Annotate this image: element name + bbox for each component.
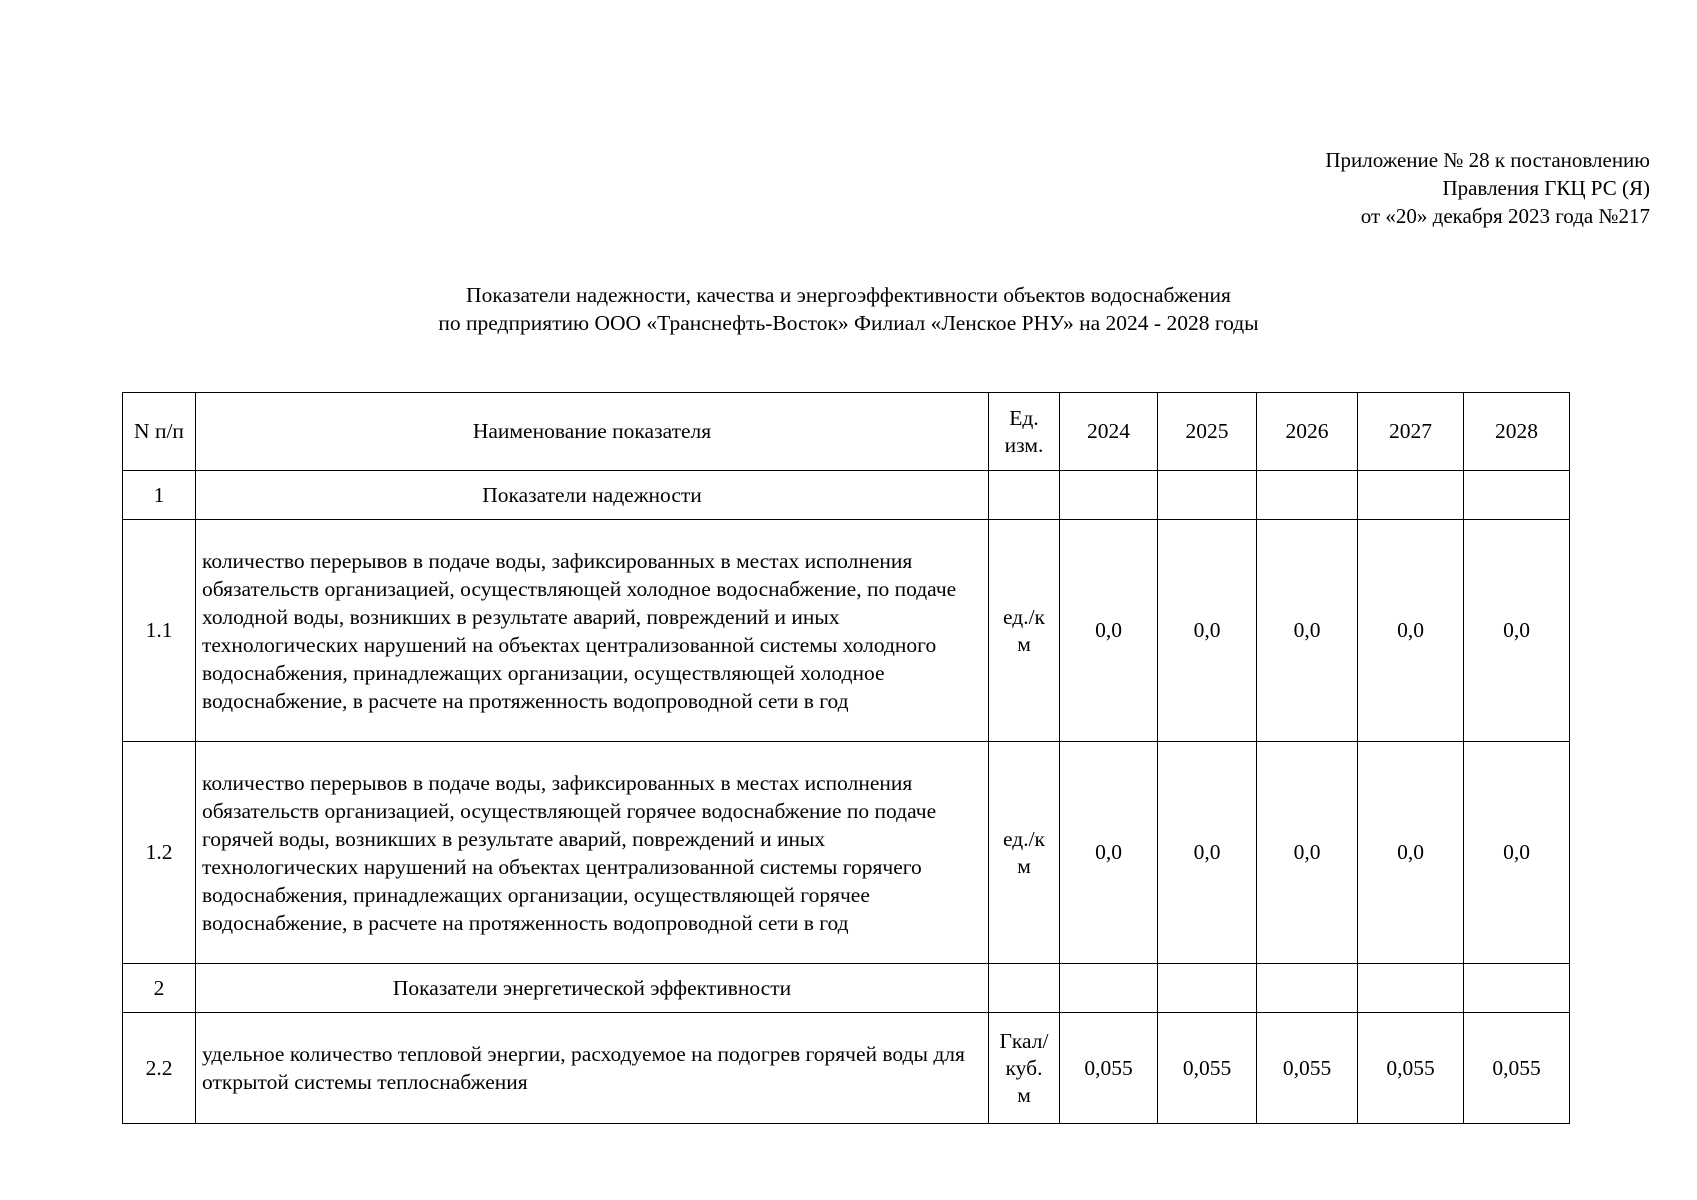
title-line: Показатели надежности, качества и энергоэффективности объектов водоснабжения xyxy=(466,283,1231,307)
header-unit-line: изм. xyxy=(1004,432,1044,457)
value-cell: 0,055 xyxy=(1158,1013,1257,1124)
unit-line: Гкал/ xyxy=(999,1028,1049,1053)
header-num: N п/п xyxy=(123,393,196,471)
unit-line: ед./к xyxy=(1003,826,1045,851)
value-cell xyxy=(1158,471,1257,520)
value-cell: 0,0 xyxy=(1358,742,1464,964)
value-cell: 0,0 xyxy=(1464,520,1570,742)
value-cell: 0,0 xyxy=(1257,742,1358,964)
header-unit-line: Ед. xyxy=(1009,405,1039,430)
header-year: 2025 xyxy=(1158,393,1257,471)
row-unit xyxy=(989,742,1060,964)
table-row xyxy=(123,520,1570,742)
section-title: Показатели надежности xyxy=(196,471,989,520)
header-name: Наименование показателя xyxy=(196,393,989,471)
value-cell: 0,0 xyxy=(1158,742,1257,964)
table-header-row xyxy=(123,393,1570,471)
value-cell: 0,055 xyxy=(1060,1013,1158,1124)
indicator-name: удельное количество тепловой энергии, расходуемое на подогрев горячей воды для открытой системы теплоснабжения xyxy=(196,1013,989,1124)
section-row xyxy=(123,964,1570,1013)
value-cell xyxy=(1464,471,1570,520)
header-unit xyxy=(989,393,1060,471)
value-cell: 0,0 xyxy=(1358,520,1464,742)
row-unit xyxy=(989,964,1060,1013)
value-cell: 0,0 xyxy=(1060,742,1158,964)
appendix-line: Приложение № 28 к постановлению xyxy=(1325,148,1650,172)
unit-line: м xyxy=(1017,1082,1031,1107)
unit-line: ед./к xyxy=(1003,604,1045,629)
row-num: 2.2 xyxy=(123,1013,196,1124)
row-num: 1.1 xyxy=(123,520,196,742)
value-cell: 0,0 xyxy=(1060,520,1158,742)
appendix-line: Правления ГКЦ РС (Я) xyxy=(1442,176,1650,200)
value-cell: 0,0 xyxy=(1464,742,1570,964)
title-line: по предприятию ООО «Транснефть-Восток» Филиал «Ленское РНУ» на 2024 - 2028 годы xyxy=(438,311,1259,335)
value-cell xyxy=(1358,471,1464,520)
section-row xyxy=(123,471,1570,520)
row-num: 1.2 xyxy=(123,742,196,964)
value-cell xyxy=(1257,964,1358,1013)
indicators-table xyxy=(122,392,1570,1124)
unit-line: куб. xyxy=(1005,1055,1043,1080)
indicator-name: количество перерывов в подаче воды, зафиксированных в местах исполнения обязательств организацией, осуществляющей холодное водоснабжение, по подаче холодной воды, возникших в результате аварий, повреждений и иных технологических нарушений на объектах централизованной системы холодного водоснабжения, принадлежащих организации, осуществляющей холодное водоснабжение, в расчете на протяженность водопроводной сети в год xyxy=(196,520,989,742)
row-unit xyxy=(989,520,1060,742)
header-year: 2027 xyxy=(1358,393,1464,471)
value-cell xyxy=(1158,964,1257,1013)
row-num: 2 xyxy=(123,964,196,1013)
row-num: 1 xyxy=(123,471,196,520)
value-cell xyxy=(1464,964,1570,1013)
header-year: 2024 xyxy=(1060,393,1158,471)
row-unit xyxy=(989,1013,1060,1124)
unit-line: м xyxy=(1017,631,1031,656)
value-cell xyxy=(1358,964,1464,1013)
header-year: 2028 xyxy=(1464,393,1570,471)
value-cell: 0,0 xyxy=(1257,520,1358,742)
value-cell xyxy=(1060,964,1158,1013)
row-unit xyxy=(989,471,1060,520)
table-row xyxy=(123,742,1570,964)
value-cell xyxy=(1257,471,1358,520)
value-cell xyxy=(1060,471,1158,520)
value-cell: 0,0 xyxy=(1158,520,1257,742)
table-row xyxy=(123,1013,1570,1124)
value-cell: 0,055 xyxy=(1464,1013,1570,1124)
unit-line: м xyxy=(1017,853,1031,878)
section-title: Показатели энергетической эффективности xyxy=(196,964,989,1013)
appendix-line: от «20» декабря 2023 года №217 xyxy=(1360,204,1650,228)
value-cell: 0,055 xyxy=(1257,1013,1358,1124)
appendix-note xyxy=(1050,146,1650,230)
value-cell: 0,055 xyxy=(1358,1013,1464,1124)
indicator-name: количество перерывов в подаче воды, зафиксированных в местах исполнения обязательств организацией, осуществляющей горячее водоснабжение по подаче горячей воды, возникших в результате аварий, повреждений и иных технологических нарушений на объектах централизованной системы горячего водоснабжения, принадлежащих организации, осуществляющей горячее водоснабжение, в расчете на протяженность водопроводной сети в год xyxy=(196,742,989,964)
document-title xyxy=(200,281,1497,337)
header-year: 2026 xyxy=(1257,393,1358,471)
